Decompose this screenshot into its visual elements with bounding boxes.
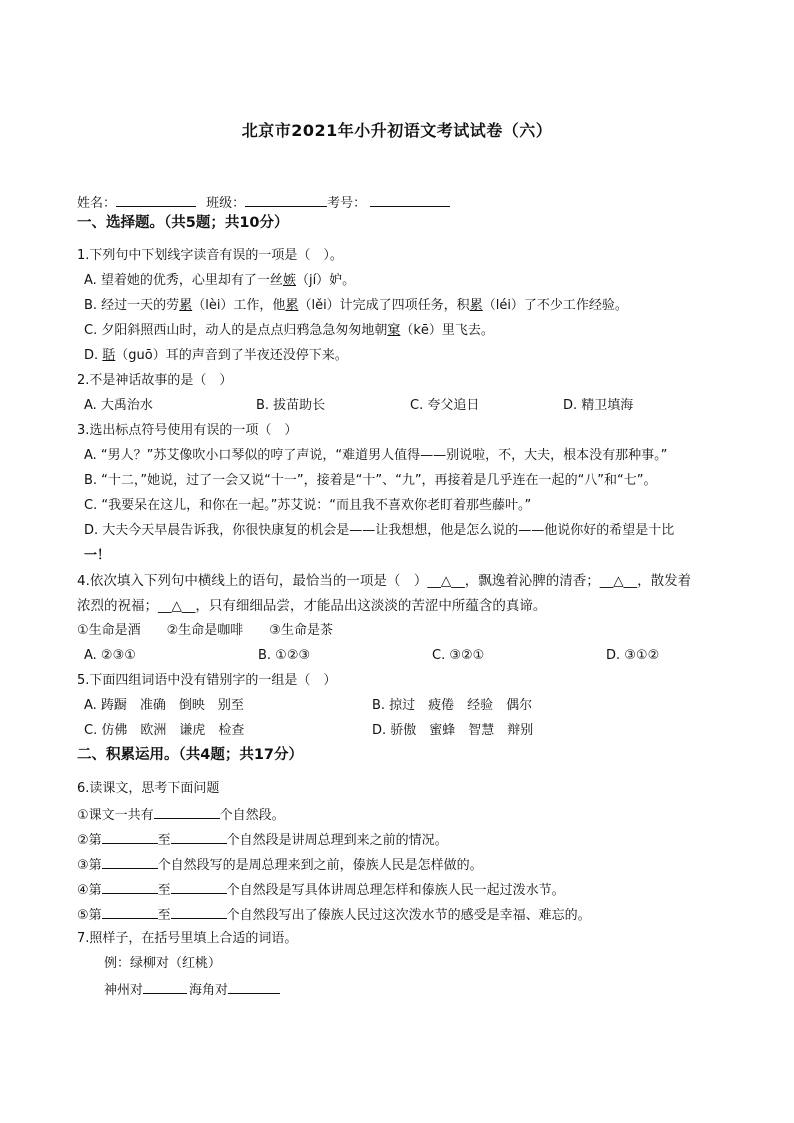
q1-a-pinyin: （jí）妒。 <box>295 273 356 288</box>
class-field[interactable] <box>245 192 327 207</box>
q6-text: 个自然段是讲周总理到来之前的情况。 <box>226 833 448 848</box>
q2-option-d[interactable]: D. 精卫填海 <box>563 398 634 413</box>
q6-text: ③第 <box>77 858 102 873</box>
q2-stem: 2.不是神话故事的是（ ） <box>77 373 233 388</box>
q7-example: 例：绿柳对（红桃） <box>104 956 222 971</box>
q1-b-text: （lèi）工作，他 <box>192 298 286 313</box>
q1-d-text: （guō）耳的声音到了半夜还没停下来。 <box>115 348 348 363</box>
id-field[interactable] <box>370 192 450 207</box>
q7-stem: 7.照样子，在括号里填上合适的词语。 <box>77 931 298 946</box>
q3-option-a[interactable]: A. “男人？”苏艾像吹小口琴似的哼了声说，“难道男人值得——别说啦，不，大夫，根本没有那种事。” <box>84 448 668 463</box>
q7-blank[interactable] <box>143 979 187 994</box>
q7-text: 神州对 <box>104 983 144 998</box>
q1-a-text: A. 望着她的优秀，心里却有了一丝 <box>84 273 283 288</box>
q6-text: 个自然段。 <box>219 808 285 823</box>
q1-c-underlined: 窠 <box>387 323 401 338</box>
q1-option-c[interactable] <box>84 321 494 341</box>
id-label: 考号： <box>327 196 367 211</box>
q3-option-d-cont: 一！ <box>84 548 111 563</box>
q1-option-d[interactable] <box>84 346 348 366</box>
q6-blank[interactable] <box>102 904 158 919</box>
q6-text: ④第 <box>77 883 102 898</box>
q6-line-4 <box>77 879 565 901</box>
section-2-heading: 二、积累运用。（共4题；共17分） <box>77 747 304 763</box>
q1-b-text: （lěi）计完成了四项任务，积 <box>298 298 470 313</box>
section-1-heading: 一、选择题。（共5题；共10分） <box>77 215 289 231</box>
q3-stem: 3.选出标点符号使用有误的一项（ ） <box>77 423 298 438</box>
q2-option-a[interactable]: A. 大禹治水 <box>84 398 153 413</box>
q7-fill-line <box>104 979 280 1001</box>
q7-text: 海角对 <box>189 983 229 998</box>
q1-option-a[interactable] <box>84 271 355 291</box>
q1-stem: 1.下列句中下划线字读音有误的一项是（ ）。 <box>77 248 343 263</box>
q1-c-text: （kē）里飞去。 <box>400 323 494 338</box>
q1-b-underlined: 累 <box>179 298 193 313</box>
q5-option-c[interactable]: C. 仿佛 欧洲 谦虎 检查 <box>84 723 245 738</box>
q6-blank[interactable] <box>102 879 158 894</box>
q1-b-underlined: 累 <box>469 298 483 313</box>
q6-text: 至 <box>157 908 171 923</box>
class-label: 班级： <box>206 196 246 211</box>
q6-blank[interactable] <box>171 904 227 919</box>
q6-text: 至 <box>157 883 171 898</box>
exam-title: 北京市2021年小升初语文考试试卷（六） <box>241 121 553 140</box>
q7-blank[interactable] <box>228 979 280 994</box>
q1-b-text: B. 经过一天的劳 <box>84 298 180 313</box>
q4-stem-line2: 浓烈的祝福；__△__，只有细细品尝，才能品出这淡淡的苦涩中所蕴含的真谛。 <box>77 598 547 614</box>
q6-blank[interactable] <box>102 854 158 869</box>
q4-option-d[interactable]: D. ③①② <box>606 648 660 663</box>
q1-b-underlined: 累 <box>285 298 299 313</box>
q6-line-1 <box>77 804 285 826</box>
q6-text: 个自然段写的是周总理来到之前，傣族人民是怎样做的。 <box>157 858 483 873</box>
q6-blank[interactable] <box>154 804 220 819</box>
q3-option-b[interactable]: B. “十二，”她说，过了一会又说“十一”，接着是“十”、“九”，再接着是几乎连在一起的“八”和“七”。 <box>84 473 657 488</box>
q6-text: 个自然段是写具体讲周总理怎样和傣族人民一起过泼水节。 <box>226 883 565 898</box>
q1-option-b[interactable] <box>84 296 628 316</box>
q4-option-c[interactable]: C. ③②① <box>432 648 485 663</box>
q5-option-a[interactable]: A. 踌蹰 准确 倒映 别至 <box>84 698 244 713</box>
name-label: 姓名： <box>77 196 117 211</box>
q2-option-c[interactable]: C. 夸父追日 <box>410 398 480 413</box>
q1-d-underlined: 聒 <box>102 348 116 363</box>
q6-line-5 <box>77 904 591 926</box>
q6-line-3 <box>77 854 483 876</box>
q6-blank[interactable] <box>102 829 158 844</box>
q1-c-text: C. 夕阳斜照西山时，动人的是点点归鸦急急匆匆地朝 <box>84 323 388 338</box>
q4-option-b[interactable]: B. ①②③ <box>258 648 311 663</box>
q5-stem: 5.下面四组词语中没有错别字的一组是（ ） <box>77 673 337 688</box>
q1-a-underlined: 嫉 <box>282 273 296 288</box>
q4-option-a[interactable]: A. ②③① <box>84 648 136 663</box>
q6-text: ⑤第 <box>77 908 102 923</box>
q3-option-d[interactable]: D. 大夫今天早晨告诉我，你很快康复的机会是——让我想想，他是怎么说的——他说你好的希望是十比 <box>84 523 675 538</box>
q6-text: ①课文一共有 <box>77 808 154 823</box>
name-field[interactable] <box>116 192 196 207</box>
q5-option-d[interactable]: D. 骄傲 蜜蜂 智慧 辩别 <box>372 723 534 738</box>
q2-option-b[interactable]: B. 拔苗助长 <box>256 398 326 413</box>
q1-d-text: D. <box>84 348 103 363</box>
q4-items: ①生命是酒 ②生命是咖啡 ③生命是茶 <box>77 623 333 638</box>
q6-blank[interactable] <box>171 879 227 894</box>
q5-option-b[interactable]: B. 掠过 疲倦 经验 偶尔 <box>372 698 533 713</box>
q3-option-c[interactable]: C. “我要呆在这儿，和你在一起。”苏艾说：“而且我不喜欢你老盯着那些藤叶。” <box>84 498 532 513</box>
q6-text: 个自然段写出了傣族人民过这次泼水节的感受是幸福、难忘的。 <box>226 908 591 923</box>
q6-text: 至 <box>157 833 171 848</box>
q6-stem: 6.读课文，思考下面问题 <box>77 781 220 796</box>
q6-line-2 <box>77 829 448 851</box>
q6-text: ②第 <box>77 833 102 848</box>
student-info-line <box>77 192 450 214</box>
q1-b-text: （léi）了不少工作经验。 <box>482 298 628 313</box>
q4-stem-line1: 4.依次填入下列句中横线上的语句，最恰当的一项是（ ）__△__，飘逸着沁脾的清香；__△__，散发着 <box>77 573 692 589</box>
q6-blank[interactable] <box>171 829 227 844</box>
